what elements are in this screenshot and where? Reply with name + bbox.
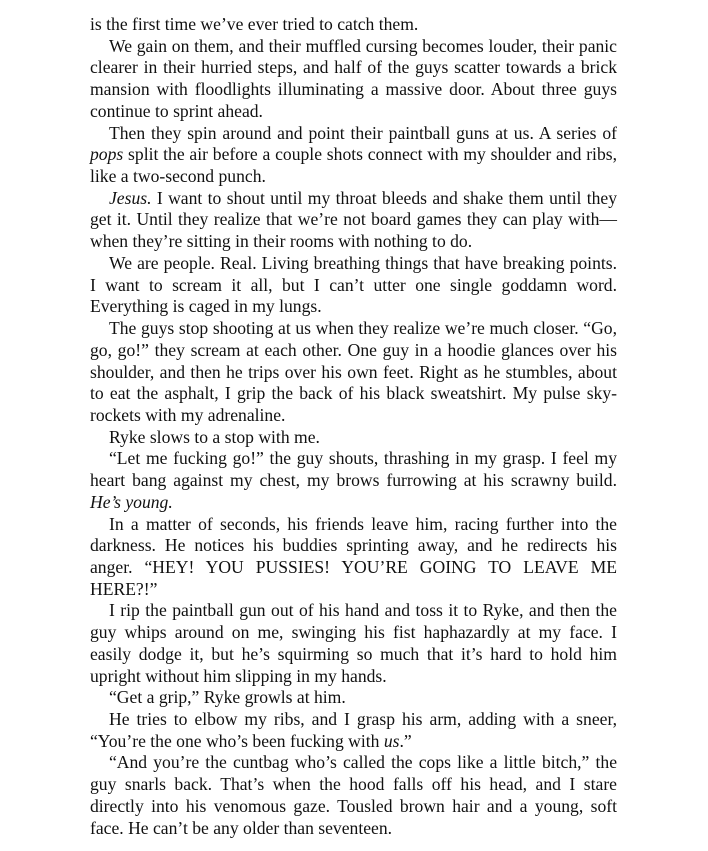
text-segment: He tries to elbow my ribs, and I grasp his arm, adding with a sneer, “You’re the one who’s been fucking with <box>90 709 617 751</box>
italic-word: Jesus. <box>109 187 152 208</box>
text-segment: split the air before a couple shots connect with my shoulder and ribs, like a two-second punch. <box>90 144 617 187</box>
paragraph <box>90 752 617 839</box>
italic-word: us <box>383 730 400 751</box>
text-segment: “And you’re the cuntbag who’s called the cops like a little bitch,” the guy snarls back. That’s when the hood falls off his head, and I stare directly into his venomous gaze. Tousled brown hair and a young, soft face. He can’t be any older than seventeen. <box>90 752 617 838</box>
paragraph <box>90 123 617 188</box>
text-segment: .” <box>399 730 412 751</box>
text-segment: We gain on them, and their muffled cursing becomes louder, their panic clearer in their hurried steps, and half of the guys scatter towards a brick mansion with floodlights illuminating a massive door. About three guys continue to sprint ahead. <box>90 35 617 121</box>
text-segment: The guys stop shooting at us when they realize we’re much closer. “Go, go, go!” they scream at each other. One guy in a hoodie glances over his shoulder, and then he trips over his own feet. Right as he stumbles, about to eat the asphalt, I grip the back of his black sweatshirt. My pulse sky-rockets with my adrenaline. <box>90 318 617 425</box>
italic-word: pops <box>90 144 124 165</box>
text-segment: We are people. Real. Living breathing things that have breaking points. I want to scream it all, but I can’t utter one single goddamn word. Everything is caged in my lungs. <box>90 252 617 317</box>
paragraph-continuation <box>90 14 617 36</box>
text-segment: Ryke slows to a stop with me. <box>109 426 320 447</box>
book-page-text <box>90 14 617 839</box>
paragraph <box>90 318 617 427</box>
paragraph <box>90 36 617 123</box>
paragraph <box>90 253 617 318</box>
text-segment: I want to shout until my throat bleeds and shake them until they get it. Until they realize that we’re not board games they can play with—when they’re sitting in their rooms with nothing to do. <box>90 187 617 252</box>
paragraph <box>90 188 617 253</box>
text-segment: Then they spin around and point their paintball guns at us. A series of <box>109 122 617 143</box>
italic-phrase: He’s young. <box>90 491 173 512</box>
paragraph <box>90 427 617 449</box>
text-segment: In a matter of seconds, his friends leave him, racing further into the darkness. He notices his buddies sprinting away, and he redirects his anger. “HEY! YOU PUSSIES! YOU’RE GOING TO LEAVE ME HERE?!” <box>90 513 617 599</box>
paragraph <box>90 687 617 709</box>
paragraph <box>90 600 617 687</box>
text-segment: is the first time we’ve ever tried to catch them. <box>90 14 419 34</box>
text-segment: I rip the paintball gun out of his hand and toss it to Ryke, and then the guy whips around on me, swinging his fist haphazardly at my face. I easily dodge it, but he’s squirming so much that it’s hard to hold him upright without him slipping in my hands. <box>90 600 617 686</box>
paragraph <box>90 709 617 752</box>
text-segment: “Get a grip,” Ryke growls at him. <box>109 687 346 708</box>
paragraph <box>90 448 617 513</box>
text-segment: “Let me fucking go!” the guy shouts, thrashing in my grasp. I feel my heart bang against my chest, my brows furrowing at his scrawny build. <box>90 448 617 491</box>
paragraph <box>90 514 617 601</box>
